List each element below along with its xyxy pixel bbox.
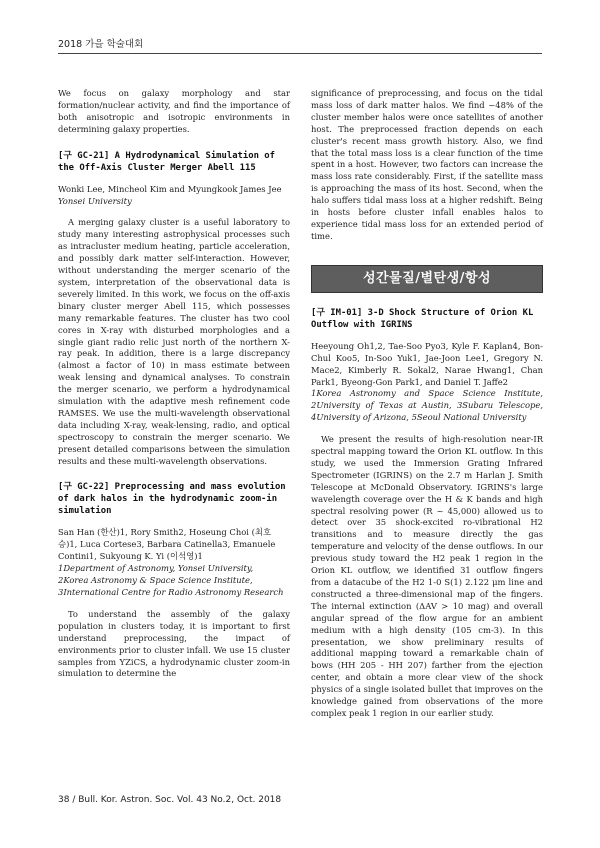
section-banner: 성간물질/별탄생/항성 xyxy=(311,265,543,293)
gc21-title: [구 GC-21] A Hydrodynamical Simulation of the Off-Axis Cluster Merger Abell 115 xyxy=(58,150,275,173)
gc22-abstract-continued: significance of preprocessing, and focus on the tidal mass loss of dark matter halos. We find ~48% of the cluster member halos were once satellites of another host. The preprocessed fraction depends on each cluster's recent mass growth history. Also, we find that the total mass loss is a clear function of the time spent in a host. However, two factors can increase the mass loss rate considerably. First, if the satellite mass is approaching the mass of its host. Second, when the halo suffers tidal mass loss at a higher redshift. Being in hosts before cluster infall enables halos to experience tidal mass loss for an extended period of time. xyxy=(311,88,543,241)
im01-title: [구 IM-01] 3-D Shock Structure of Orion KL Outflow with IGRINS xyxy=(311,307,534,330)
running-header: 2018 가을 학술대회 xyxy=(58,39,144,50)
left-column xyxy=(58,88,290,680)
right-column xyxy=(311,88,543,720)
im01-affiliations: 1Korea Astronomy and Space Science Institute, 2University of Texas at Austin, 3Subaru Telescope, 4University of Arizona, 5Seoul National University xyxy=(311,388,543,423)
gc22-title: [구 GC-22] Preprocessing and mass evolution of dark halos in the hydrodynamic zoom-in simulation xyxy=(58,482,286,517)
intro-paragraph: We focus on galaxy morphology and star formation/nuclear activity, and find the importance of both anisotropic and isotropic environments in determining galaxy properties. xyxy=(58,88,290,134)
gc22-affiliation-1: 1Department of Astronomy, Yonsei University, xyxy=(58,563,254,574)
gc21-authors: Wonki Lee, Mincheol Kim and Myungkook James Jee xyxy=(58,183,282,194)
gc21-affiliation: Yonsei University xyxy=(58,195,132,206)
gc22-affiliation-3: 3International Centre for Radio Astronomy Research xyxy=(58,587,284,597)
im01-authors: Heeyoung Oh1,2, Tae-Soo Pyo3, Kyle F. Kaplan4, Bon-Chul Koo5, In-Soo Yuk1, Jae-Joon Lee1, Gregory N. Mace2, Kimberly R. Sokal2, Narae Hwang1, Chan Park1, Byeong-Gon Park1, and Daniel T. Jaffe2 xyxy=(311,340,543,387)
im01-abstract: We present the results of high-resolution near-IR spectral mapping toward the Orion KL outflow. In this study, we used the Immersion Grating Infrared Spectrometer (IGRINS) on the 2.7 m Harlan J. Smith Telescope at McDonald Observatory. IGRINS's large wavelength coverage over the H & K bands and high spectral resolving power (R ~ 45,000) allowed us to detect over 35 shock-excited ro-vibrational H2 transitions and to measure directly the gas temperature and velocity of the dense outflows. In our previous study toward the H2 peak 1 region in the Orion KL outflow, we identified 31 outflow fingers from a datacube of the H2 1-0 S(1) 2.122 μm line and constructed a three-dimensional map of the fingers. The internal extinction (ΔAV > 10 mag) and overall angular spread of the flow argue for an ambient medium with a high density (105 cm-3). In this presentation, we show preliminary results of additional mapping toward a remarkable chain of bows (HH 205 - HH 207) farther from the ejection center, and obtain a more clear view of the shock physics of a single isolated bullet that improves on the knowledge gained from observations of the more complex peak 1 region in our earlier study. xyxy=(311,434,544,718)
gc22-affiliation-2: 2Korea Astronomy & Space Science Institute, xyxy=(58,575,253,586)
gc22-abstract: To understand the assembly of the galaxy population in clusters today, it is important to first understand preprocessing, the impact of environments prior to cluster infall. We use 15 cluster samples from YZiCS, a hydrodynamic cluster zoom-in simulation to determine the xyxy=(58,608,290,679)
page-footer: 38 / Bull. Kor. Astron. Soc. Vol. 43 No.2, Oct. 2018 xyxy=(58,795,282,805)
header-rule xyxy=(58,53,542,54)
gc21-abstract: A merging galaxy cluster is a useful laboratory to study many interesting astrophysical processes such as intracluster medium heating, particle acceleration, and possibly dark matter self-interaction. However, without understanding the merger scenario of the system, interpretation of the observational data is severely limited. In this work, we focus on the off-axis binary cluster merger Abell 115, which possesses many remarkable features. The cluster has two cool cores in X-ray with disturbed morphologies and a single giant radio relic just north of the northern X-ray peak. In addition, there is a large discrepancy (almost a factor of 10) in mass estimate between weak lensing and dynamical analyses. To constrain the merger scenario, we perform a hydrodynamical simulation with the adaptive mesh refinement code RAMSES. We use the multi-wavelength observational data including X-ray, weak-lensing, radio, and optical spectroscopy to constrain the merger scenario. We present detailed comparisons between the simulation results and these multi-wavelength observations. xyxy=(58,217,290,466)
gc22-authors: San Han (한산)1, Rory Smith2, Hoseung Choi (최호승)1, Luca Cortese3, Barbara Catinella3, Emanuele Contini1, Sukyoung K. Yi (이석영)1 xyxy=(58,527,276,562)
